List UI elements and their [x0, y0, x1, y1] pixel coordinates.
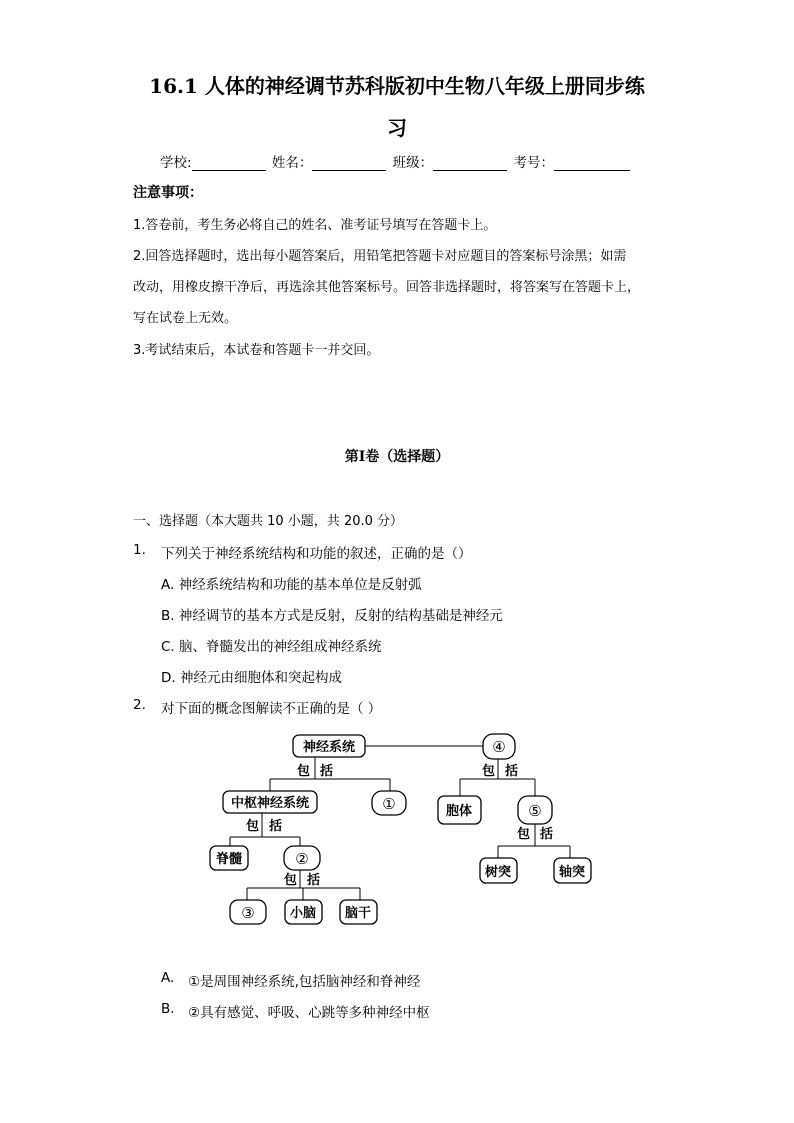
note-3: 3.考试结束后，本试卷和答题卡一并交回。	[133, 343, 380, 358]
class-blank[interactable]	[433, 156, 507, 171]
name-label: 姓名：	[271, 155, 313, 171]
kuo-2: 括	[505, 764, 519, 779]
note-1: 1.答卷前，考生务必将自己的姓名、准考证号填写在答题卡上。	[133, 218, 497, 233]
notes-heading: 注意事项：	[133, 185, 203, 201]
label-nervous-system: 神经系统	[302, 740, 356, 755]
exam-no-blank[interactable]	[554, 156, 630, 171]
bao-2: 包	[482, 764, 496, 779]
label-axon: 轴突	[558, 865, 586, 880]
label-spine: 脊髓	[215, 852, 243, 867]
bao-4: 包	[517, 827, 531, 842]
q1-option-b[interactable]: B. 神经调节的基本方式是反射，反射的结构基础是神经元	[161, 608, 503, 624]
q2-number: 2.	[133, 697, 146, 713]
label-cns: 中枢神经系统	[230, 796, 310, 811]
label-dendrite: 树突	[484, 865, 512, 880]
label-1: ①	[382, 795, 396, 813]
q2-option-b-letter[interactable]: B.	[161, 1001, 175, 1017]
concept-diagram	[200, 728, 600, 933]
school-label: 学校:	[160, 155, 192, 171]
student-info-row	[160, 151, 632, 171]
label-2: ②	[295, 850, 309, 868]
label-soma: 胞体	[445, 804, 473, 819]
q1-option-d[interactable]: D. 神经元由细胞体和突起构成	[161, 670, 342, 686]
kuo-5: 括	[307, 873, 321, 888]
kuo-3: 括	[269, 819, 283, 834]
q2-option-a-text[interactable]: ①是周围神经系统,包括脑神经和脊神经	[188, 974, 421, 990]
q1-option-c[interactable]: C. 脑、脊髓发出的神经组成神经系统	[161, 639, 382, 655]
note-2-line3: 写在试卷上无效。	[133, 311, 238, 326]
kuo-4: 括	[540, 827, 554, 842]
page-title: 16.1 人体的神经调节苏科版初中生物八年级上册同步练	[149, 74, 645, 98]
q2-text: 对下面的概念图解读不正确的是（ ）	[161, 701, 382, 717]
exam-no-label: 考号：	[513, 155, 554, 171]
bao-5: 包	[284, 873, 298, 888]
q1-text: 下列关于神经系统结构和功能的叙述，正确的是（）	[161, 546, 472, 562]
q2-option-b-text[interactable]: ②具有感觉、呼吸、心跳等多种神经中枢	[188, 1005, 430, 1021]
name-blank[interactable]	[312, 156, 386, 171]
class-label: 班级：	[392, 155, 434, 171]
page-title-line2: 习	[387, 116, 407, 140]
label-5: ⑤	[528, 802, 542, 820]
part1-heading: 一、选择题（本大题共 10 小题，共 20.0 分）	[133, 514, 404, 529]
label-cerebellum: 小脑	[289, 906, 317, 921]
label-brainstem: 脑干	[344, 906, 372, 921]
note-2-line1: 2.回答选择题时，选出每小题答案后，用铅笔把答题卡对应题目的答案标号涂黑；如需	[133, 249, 627, 264]
q2-option-a-letter[interactable]: A.	[161, 970, 175, 986]
label-3: ③	[241, 904, 255, 922]
label-4: ④	[492, 738, 506, 756]
kuo-1: 括	[320, 764, 334, 779]
bao-3: 包	[246, 819, 260, 834]
section-title: 第Ⅰ卷（选择题）	[344, 449, 450, 465]
bao-1: 包	[297, 764, 311, 779]
school-blank[interactable]	[192, 156, 266, 171]
q1-option-a[interactable]: A. 神经系统结构和功能的基本单位是反射弧	[161, 577, 422, 593]
q1-number: 1.	[133, 542, 146, 558]
note-2-line2: 改动，用橡皮擦干净后，再选涂其他答案标号。回答非选择题时，将答案写在答题卡上，	[133, 280, 641, 295]
